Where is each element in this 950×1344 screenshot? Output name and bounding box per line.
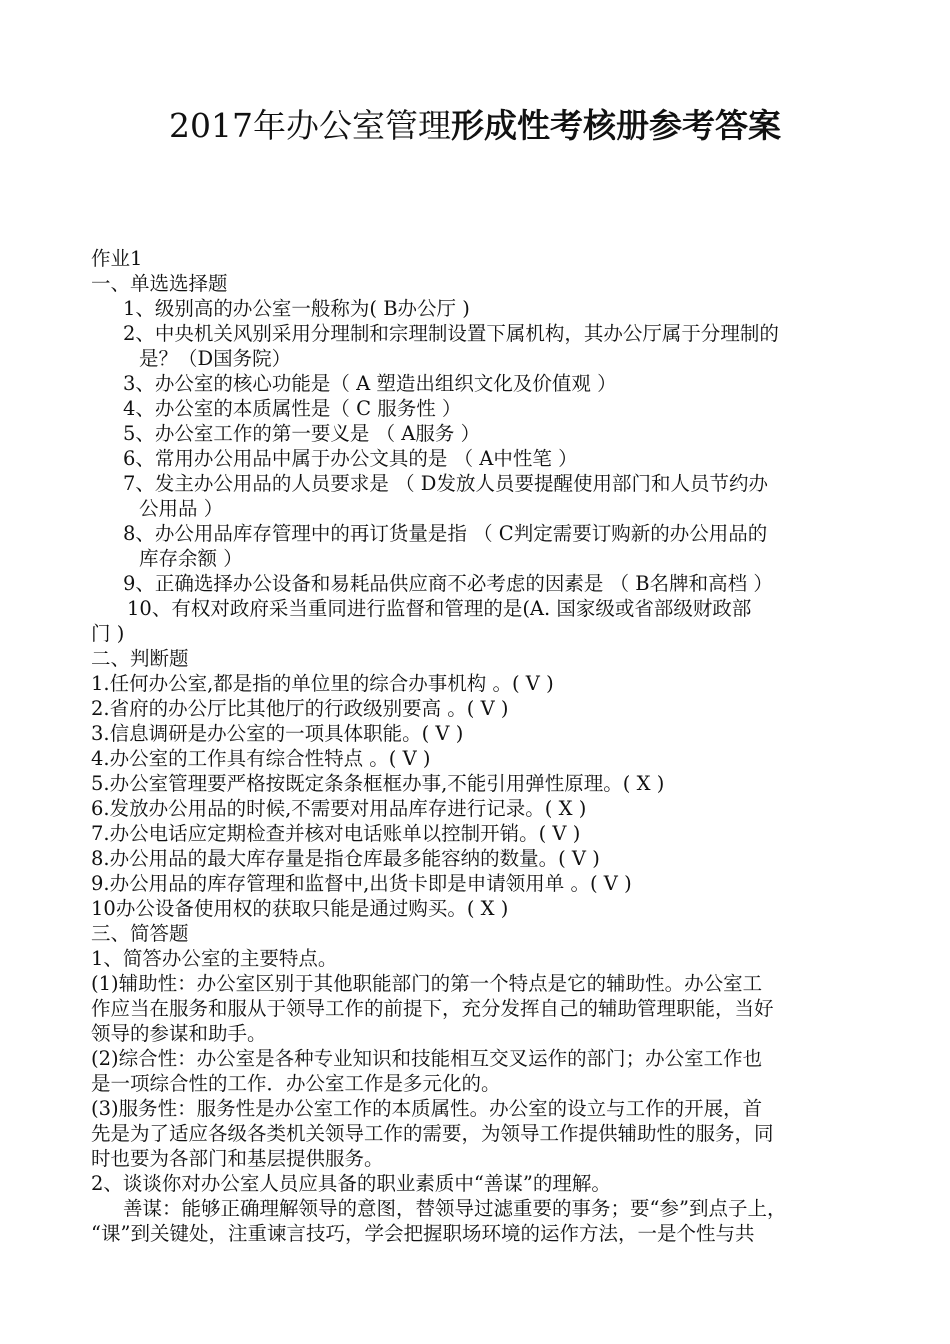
document-title bbox=[0, 104, 950, 148]
question-line: 10、有权对政府采当重同进行监督和管理的是(A. 国家级或省部级财政部 bbox=[127, 597, 752, 620]
judgment-item: 7.办公电话应定期检查并核对电话账单以控制开销。( V ) bbox=[91, 822, 581, 845]
answer-paragraph-line: (2)综合性：办公室是各种专业知识和技能相互交叉运作的部门；办公室工作也 bbox=[91, 1047, 763, 1070]
question-line-continued: 公用品 ） bbox=[139, 497, 224, 520]
question-line: 4、办公室的本质属性是（ C 服务性 ） bbox=[123, 397, 462, 420]
question-line: 3、办公室的核心功能是（ A 塑造出组织文化及价值观 ） bbox=[123, 372, 617, 395]
question-line: 9、正确选择办公设备和易耗品供应商不必考虑的因素是 （ B名牌和高档 ） bbox=[123, 572, 773, 595]
section-heading-short-answer: 三、简答题 bbox=[91, 922, 189, 945]
judgment-item: 1.任何办公室,都是指的单位里的综合办事机构 。( V ) bbox=[91, 672, 554, 695]
answer-paragraph-line: (1)辅助性：办公室区别于其他职能部门的第一个特点是它的辅助性。办公室工 bbox=[91, 972, 763, 995]
answer-paragraph-line: 善谋：能够正确理解领导的意图，替领导过滤重要的事务；要“参”到点子上， bbox=[123, 1197, 787, 1220]
answer-paragraph-line: 作应当在服务和服从于领导工作的前提下，充分发挥自己的辅助管理职能，当好 bbox=[91, 997, 774, 1020]
question-line-continued: 门 ) bbox=[91, 622, 125, 645]
judgment-item: 3.信息调研是办公室的一项具体职能。( V ) bbox=[91, 722, 464, 745]
question-line: 5、办公室工作的第一要义是 （ A服务 ） bbox=[123, 422, 481, 445]
judgment-item: 9.办公用品的库存管理和监督中,出货卡即是申请领用单 。( V ) bbox=[91, 872, 632, 895]
question-line-continued: 是？（D国务院） bbox=[139, 347, 292, 370]
answer-paragraph-line: 时也要为各部门和基层提供服务。 bbox=[91, 1147, 384, 1170]
question-line: 7、发主办公用品的人员要求是 （ D发放人员要提醒使用部门和人员节约办 bbox=[123, 472, 768, 495]
answer-paragraph-line: “课”到关键处，注重谏言技巧，学会把握职场环境的运作方法，一是个性与共 bbox=[91, 1222, 755, 1245]
judgment-item: 6.发放办公用品的时候,不需要对用品库存进行记录。( X ) bbox=[91, 797, 587, 820]
answer-paragraph-line: (3)服务性：服务性是办公室工作的本质属性。办公室的设立与工作的开展，首 bbox=[91, 1097, 763, 1120]
question-line: 2、中央机关风别采用分理制和宗理制设置下属机构，其办公厅属于分理制的 bbox=[123, 322, 779, 345]
question-line: 1、级别高的办公室一般称为( B办公厅 ) bbox=[123, 297, 470, 320]
section-heading-single-choice: 一、单选选择题 bbox=[91, 272, 228, 295]
answer-paragraph-line: 领导的参谋和助手。 bbox=[91, 1022, 267, 1045]
judgment-item: 2.省府的办公厅比其他厅的行政级别要高 。( V ) bbox=[91, 697, 509, 720]
question-line: 6、常用办公用品中属于办公文具的是 （ A中性笔 ） bbox=[123, 447, 578, 470]
short-answer-question: 1、简答办公室的主要特点。 bbox=[91, 947, 338, 970]
question-line-continued: 库存余额 ） bbox=[139, 547, 243, 570]
question-line: 8、办公用品库存管理中的再订货量是指 （ C判定需要订购新的办公用品的 bbox=[123, 522, 768, 545]
judgment-item: 4.办公室的工作具有综合性特点 。( V ) bbox=[91, 747, 431, 770]
assignment-heading: 作业1 bbox=[91, 247, 143, 270]
judgment-item: 10办公设备使用权的获取只能是通过购买。( X ) bbox=[91, 897, 509, 920]
section-heading-true-false: 二、判断题 bbox=[91, 647, 189, 670]
document-body bbox=[91, 246, 861, 1246]
answer-paragraph-line: 先是为了适应各级各类机关领导工作的需要，为领导工作提供辅助性的服务，同 bbox=[91, 1122, 774, 1145]
title-regular: 2017年办公室管理 bbox=[169, 106, 451, 145]
judgment-item: 8.办公用品的最大库存量是指仓库最多能容纳的数量。( V ) bbox=[91, 847, 600, 870]
judgment-item: 5.办公室管理要严格按既定条条框框办事,不能引用弹性原理。( X ) bbox=[91, 772, 665, 795]
short-answer-question: 2、谈谈你对办公室人员应具备的职业素质中“善谋”的理解。 bbox=[91, 1172, 611, 1195]
answer-paragraph-line: 是一项综合性的工作．办公室工作是多元化的。 bbox=[91, 1072, 501, 1095]
title-bold: 形成性考核册参考答案 bbox=[450, 106, 781, 145]
